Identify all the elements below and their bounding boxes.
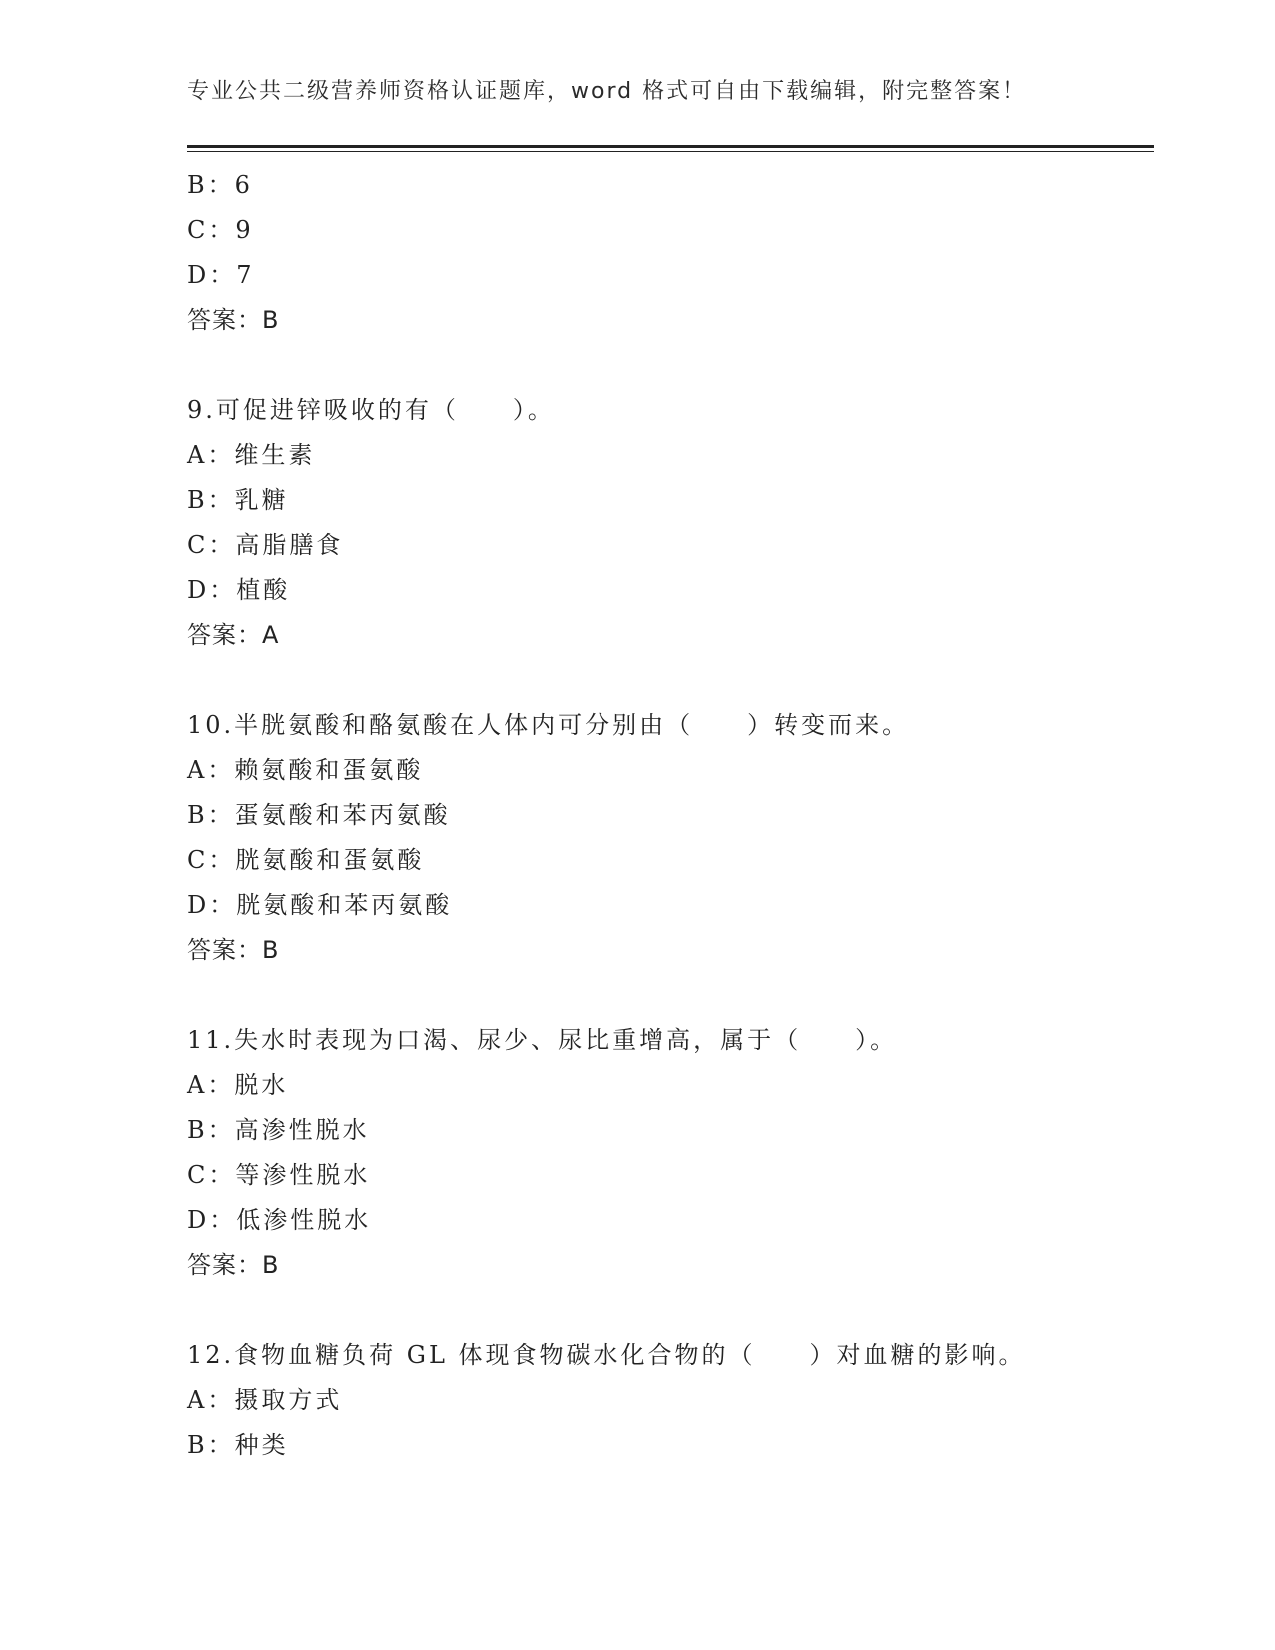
answer: 答案：B — [187, 936, 280, 964]
option-a: A：摄取方式 — [187, 1386, 343, 1414]
option-b: B：6 — [187, 171, 253, 199]
option-b: B：高渗性脱水 — [187, 1116, 370, 1144]
option-d: D：植酸 — [187, 576, 291, 604]
answer: 答案：B — [187, 1251, 280, 1279]
question-stem-11: 11.失水时表现为口渴、尿少、尿比重增高，属于（ ）。 — [187, 1026, 898, 1054]
question-list — [187, 163, 1147, 1468]
spacer — [187, 658, 1147, 703]
option-b: B：蛋氨酸和苯丙氨酸 — [187, 801, 451, 829]
answer: 答案：B — [187, 306, 280, 334]
option-c: C：9 — [187, 216, 254, 244]
question-stem-10: 10.半胱氨酸和酪氨酸在人体内可分别由（ ）转变而来。 — [187, 711, 910, 739]
spacer — [187, 973, 1147, 1018]
page-header: 专业公共二级营养师资格认证题库，word 格式可自由下载编辑，附完整答案！ — [187, 79, 1027, 104]
option-b: B：乳糖 — [187, 486, 289, 514]
option-b: B：种类 — [187, 1431, 289, 1459]
header-rule-thin — [187, 151, 1154, 152]
option-a: A：维生素 — [187, 441, 316, 469]
spacer — [187, 343, 1147, 388]
question-stem-12: 12.食物血糖负荷 GL 体现食物碳水化合物的（ ）对血糖的影响。 — [187, 1341, 1026, 1369]
option-c: C：高脂膳食 — [187, 531, 344, 559]
option-c: C：胱氨酸和蛋氨酸 — [187, 846, 425, 874]
option-d: D：胱氨酸和苯丙氨酸 — [187, 891, 453, 919]
option-d: D：低渗性脱水 — [187, 1206, 372, 1234]
answer: 答案：A — [187, 621, 280, 649]
option-c: C：等渗性脱水 — [187, 1161, 371, 1189]
option-a: A：脱水 — [187, 1071, 289, 1099]
header-rule-thick — [187, 145, 1154, 148]
option-a: A：赖氨酸和蛋氨酸 — [187, 756, 424, 784]
question-stem-9: 9.可促进锌吸收的有（ ）。 — [187, 396, 555, 424]
option-d: D：7 — [187, 261, 255, 289]
spacer — [187, 1288, 1147, 1333]
